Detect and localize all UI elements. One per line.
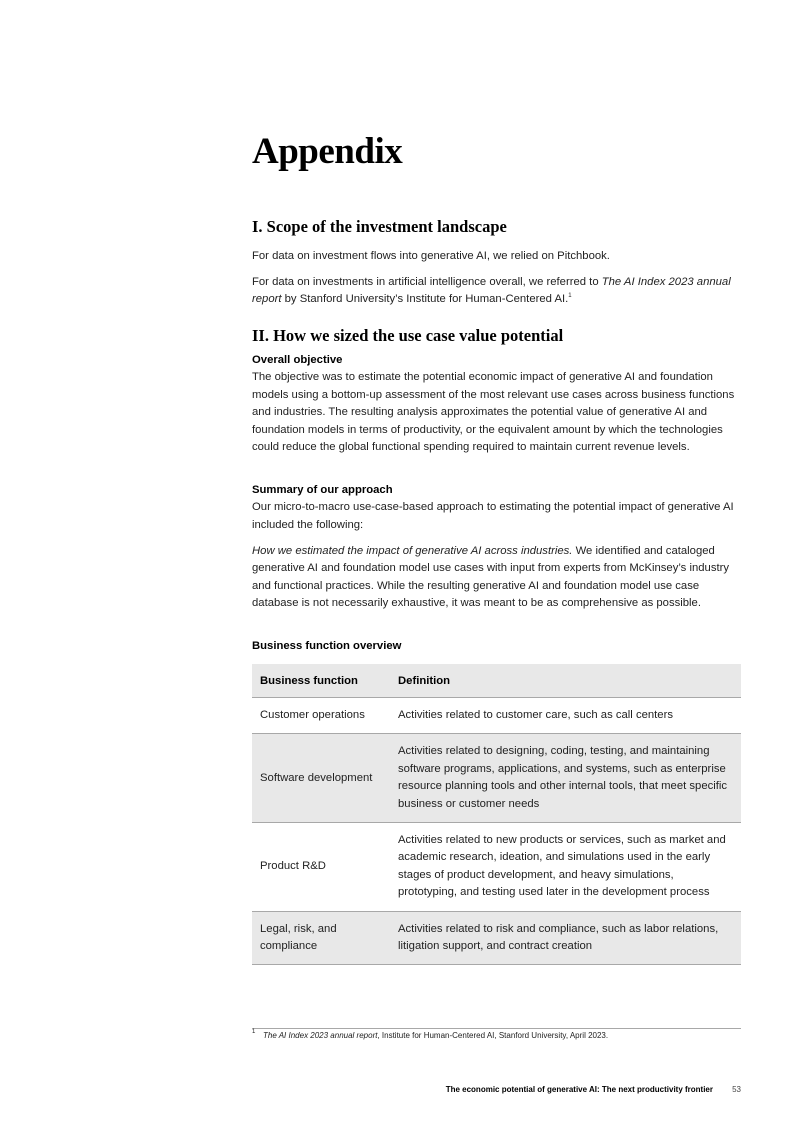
section-1-heading: I. Scope of the investment landscape — [252, 217, 507, 236]
page-title: Appendix — [252, 131, 403, 172]
table-row — [252, 823, 741, 912]
industries-text: We identified and cataloged generative AI and foundation model use cases with input from experts from McKinsey’s industry and functional practices. While the resulting generative AI and foundation model use case database is not necessarily exhaustive, it was meant to be as comprehensive as possible. — [252, 545, 730, 610]
cell-definition: Activities related to designing, coding, testing, and maintaining software programs, applications, and systems, such as enterprise resource planning tools and other internal tools, that meet specific business or customer needs — [390, 734, 741, 823]
footnote-divider — [252, 1028, 741, 1029]
table-row — [252, 911, 741, 965]
report-title-italic: The AI Index 2023 annual report — [252, 276, 731, 306]
industries-paragraph — [252, 543, 741, 613]
column-header-business-function: Business function — [252, 664, 390, 698]
cell-function: Legal, risk, and compliance — [252, 911, 390, 965]
footnote-body: , Institute for Human-Centered AI, Stanford University, April 2023. — [377, 1031, 609, 1040]
objective-text: The objective was to estimate the potential economic impact of generative AI and foundation models using a bottom-up assessment of the most relevant use cases across business functions and industries. The resulting analysis approximates the potential value of generative AI and foundation models in terms of productivity, or the equivalent amount by which the technologies could reduce the global functional spending required to maintain current revenue levels. — [252, 371, 735, 454]
approach-paragraph — [252, 482, 741, 534]
footnote-number: 1 — [252, 1029, 256, 1035]
footnote-italic: The AI Index 2023 annual report — [263, 1031, 378, 1040]
table-caption — [252, 638, 741, 655]
cell-function: Product R&D — [252, 823, 390, 912]
page-number: 53 — [732, 1085, 741, 1094]
footnote-text — [263, 1031, 608, 1040]
column-header-definition: Definition — [390, 664, 741, 698]
industries-italic-lead: How we estimated the impact of generative AI across industries. — [252, 545, 573, 557]
section-1-paragraph-1: For data on investment flows into generative AI, we relied on Pitchbook. — [252, 250, 610, 262]
cell-function: Software development — [252, 734, 390, 823]
cell-definition: Activities related to new products or services, such as market and academic research, ideation, and simulations used in the early stages of product development, and heavy simulations, prototyping, and testing used later in the development process — [390, 823, 741, 912]
table-caption-label: Business function overview — [252, 640, 402, 652]
table-header-row — [252, 664, 741, 698]
table-row — [252, 698, 741, 734]
section-1-paragraph-2 — [252, 274, 741, 309]
approach-label: Summary of our approach — [252, 484, 393, 496]
footnote-ref[interactable]: 1 — [568, 293, 572, 300]
approach-text: Our micro-to-macro use-case-based approach to estimating the potential impact of generative AI included the following: — [252, 501, 734, 531]
objective-paragraph — [252, 352, 741, 456]
section-2-heading: II. How we sized the use case value potential — [252, 326, 564, 345]
objective-label: Overall objective — [252, 354, 343, 366]
table-row — [252, 734, 741, 823]
text: For data on investments in artificial intelligence overall, we referred to — [252, 276, 602, 288]
cell-function: Customer operations — [252, 698, 390, 734]
running-footer-title: The economic potential of generative AI: The next productivity frontier — [445, 1085, 713, 1094]
business-function-table — [252, 664, 741, 965]
cell-definition: Activities related to customer care, such as call centers — [390, 698, 741, 734]
cell-definition: Activities related to risk and compliance, such as labor relations, litigation support, and contract creation — [390, 911, 741, 965]
text: by Stanford University’s Institute for Human-Centered AI. — [281, 293, 569, 306]
